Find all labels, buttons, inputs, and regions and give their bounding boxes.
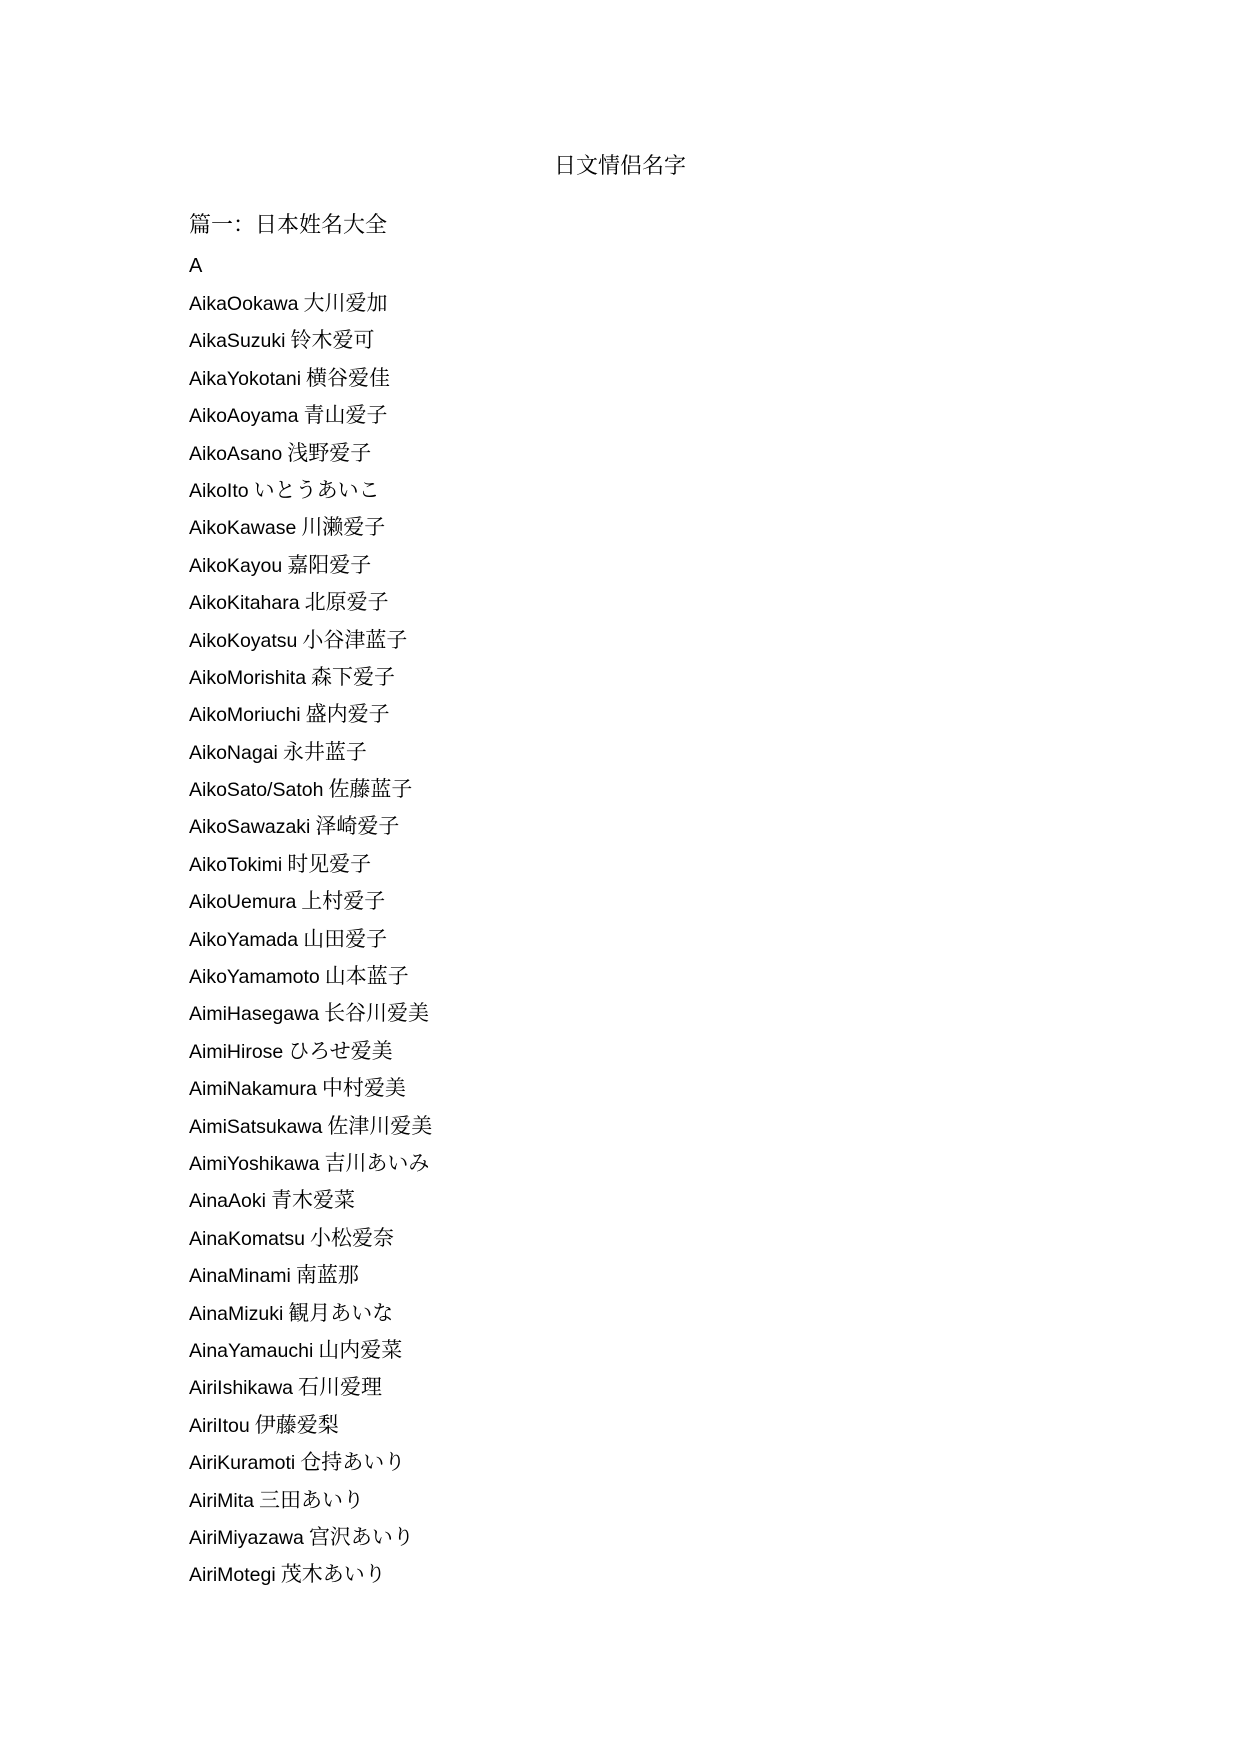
- romaji-name: AinaMinami: [189, 1265, 291, 1288]
- japanese-name: 山本蓝子: [324, 964, 409, 989]
- list-item: [189, 1559, 432, 1596]
- list-item: [189, 774, 432, 811]
- romaji-name: AikoUemura: [189, 891, 297, 914]
- romaji-name: AiriKuramoti: [189, 1452, 296, 1475]
- romaji-name: AimiYoshikawa: [189, 1152, 320, 1175]
- japanese-name: 伊藤爱梨: [254, 1412, 339, 1437]
- japanese-name: 佐藤蓝子: [328, 777, 413, 802]
- list-item: [189, 325, 432, 362]
- list-item: [189, 400, 432, 437]
- romaji-name: AikoKayou: [189, 554, 283, 577]
- japanese-name: 森下爱子: [311, 664, 396, 689]
- japanese-name: 南蓝那: [295, 1263, 359, 1288]
- list-item: [189, 886, 432, 923]
- list-item: [189, 512, 432, 549]
- romaji-name: AikoAoyama: [189, 405, 299, 428]
- romaji-name: AinaKomatsu: [189, 1227, 305, 1250]
- japanese-name: 盛内爱子: [305, 702, 390, 727]
- romaji-name: AimiHirose: [189, 1040, 284, 1063]
- list-item: [189, 288, 432, 325]
- romaji-name: AikoSato/Satoh: [189, 779, 324, 802]
- list-item: [189, 699, 432, 736]
- list-item: [189, 550, 432, 587]
- list-item: [189, 1111, 432, 1148]
- japanese-name: 浅野爱子: [287, 440, 372, 465]
- romaji-name: AikoIto: [189, 479, 249, 502]
- romaji-name: AikoMorishita: [189, 666, 307, 689]
- japanese-name: いとうあいこ: [253, 477, 380, 502]
- romaji-name: AiriMiyazawa: [189, 1526, 304, 1549]
- romaji-name: AiriMotegi: [189, 1564, 276, 1587]
- romaji-name: AinaAoki: [189, 1190, 266, 1213]
- list-item: [189, 1036, 432, 1073]
- romaji-name: AikoSawazaki: [189, 816, 311, 839]
- romaji-name: AimiNakamura: [189, 1078, 317, 1101]
- japanese-name: 宫沢あいり: [308, 1524, 414, 1549]
- list-item: [189, 438, 432, 475]
- japanese-name: 泽崎爱子: [315, 814, 400, 839]
- romaji-name: AikoYamamoto: [189, 966, 320, 989]
- japanese-name: 小谷津蓝子: [302, 627, 408, 652]
- japanese-name: 石川爱理: [298, 1375, 383, 1400]
- romaji-name: AikoKawase: [189, 517, 297, 540]
- list-item: [189, 1185, 432, 1222]
- japanese-name: ひろせ爱美: [288, 1038, 393, 1063]
- japanese-name: 佐津川爱美: [327, 1113, 433, 1138]
- romaji-name: AikoKitahara: [189, 592, 300, 615]
- japanese-name: 川濑爱子: [301, 515, 386, 540]
- romaji-name: AinaYamauchi: [189, 1339, 314, 1362]
- japanese-name: 大川爱加: [303, 291, 388, 315]
- japanese-name: 青木爱菜: [270, 1188, 355, 1213]
- japanese-name: 三田あいり: [259, 1487, 365, 1512]
- japanese-name: 铃木爱可: [290, 328, 375, 353]
- list-item: [189, 1447, 432, 1484]
- japanese-name: 山田爱子: [303, 926, 388, 951]
- japanese-name: 仓持あいり: [300, 1450, 406, 1475]
- list-item: [189, 587, 432, 624]
- list-item: [189, 1073, 432, 1110]
- romaji-name: AikoTokimi: [189, 853, 283, 876]
- japanese-name: 吉川あいみ: [324, 1150, 430, 1175]
- japanese-name: 茂木あいり: [280, 1562, 386, 1587]
- list-item: [189, 363, 432, 400]
- japanese-name: 山内爱菜: [318, 1337, 403, 1362]
- romaji-name: AikoMoriuchi: [189, 704, 301, 727]
- japanese-name: 北原爱子: [304, 590, 389, 615]
- japanese-name: 上村爱子: [301, 889, 386, 914]
- index-letter: A: [189, 255, 203, 277]
- list-item: [189, 1485, 432, 1522]
- romaji-name: AimiHasegawa: [189, 1003, 320, 1026]
- romaji-name: AikoYamada: [189, 928, 299, 951]
- romaji-name: AikoKoyatsu: [189, 629, 298, 652]
- list-item: [189, 1410, 432, 1447]
- list-item: [189, 662, 432, 699]
- romaji-name: AikaYokotani: [189, 367, 302, 390]
- japanese-name: 时见爱子: [287, 851, 372, 876]
- list-item: [189, 737, 432, 774]
- romaji-name: AiriMita: [189, 1489, 255, 1512]
- japanese-name: 青山爱子: [303, 403, 388, 428]
- japanese-name: 横谷爱佳: [306, 365, 391, 390]
- romaji-name: AikaSuzuki: [189, 330, 286, 353]
- list-item: [189, 849, 432, 886]
- romaji-name: AiriItou: [189, 1414, 250, 1437]
- list-item: [189, 1298, 432, 1335]
- list-item: [189, 1260, 432, 1297]
- japanese-name: 嘉阳爱子: [287, 552, 372, 577]
- name-list: [189, 288, 432, 1597]
- list-item: [189, 1148, 432, 1185]
- romaji-name: AikoAsano: [189, 442, 283, 465]
- list-item: [189, 625, 432, 662]
- list-item: [189, 961, 432, 998]
- list-item: [189, 1223, 432, 1260]
- japanese-name: 永井蓝子: [282, 739, 367, 764]
- list-item: [189, 998, 432, 1035]
- document-title: 日文情侣名字: [553, 154, 686, 179]
- section-heading: 篇一：日本姓名大全: [189, 213, 388, 238]
- list-item: [189, 1372, 432, 1409]
- japanese-name: 観月あいな: [288, 1300, 394, 1325]
- japanese-name: 中村爱美: [321, 1076, 406, 1101]
- romaji-name: AikaOokawa: [189, 293, 299, 315]
- list-item: [189, 811, 432, 848]
- romaji-name: AiriIshikawa: [189, 1377, 294, 1400]
- romaji-name: AimiSatsukawa: [189, 1115, 323, 1138]
- list-item: [189, 924, 432, 961]
- list-item: [189, 1335, 432, 1372]
- list-item: [189, 475, 432, 512]
- romaji-name: AikoNagai: [189, 741, 278, 764]
- list-item: [189, 1522, 432, 1559]
- japanese-name: 长谷川爱美: [324, 1001, 430, 1026]
- romaji-name: AinaMizuki: [189, 1302, 284, 1325]
- japanese-name: 小松爱奈: [309, 1225, 394, 1250]
